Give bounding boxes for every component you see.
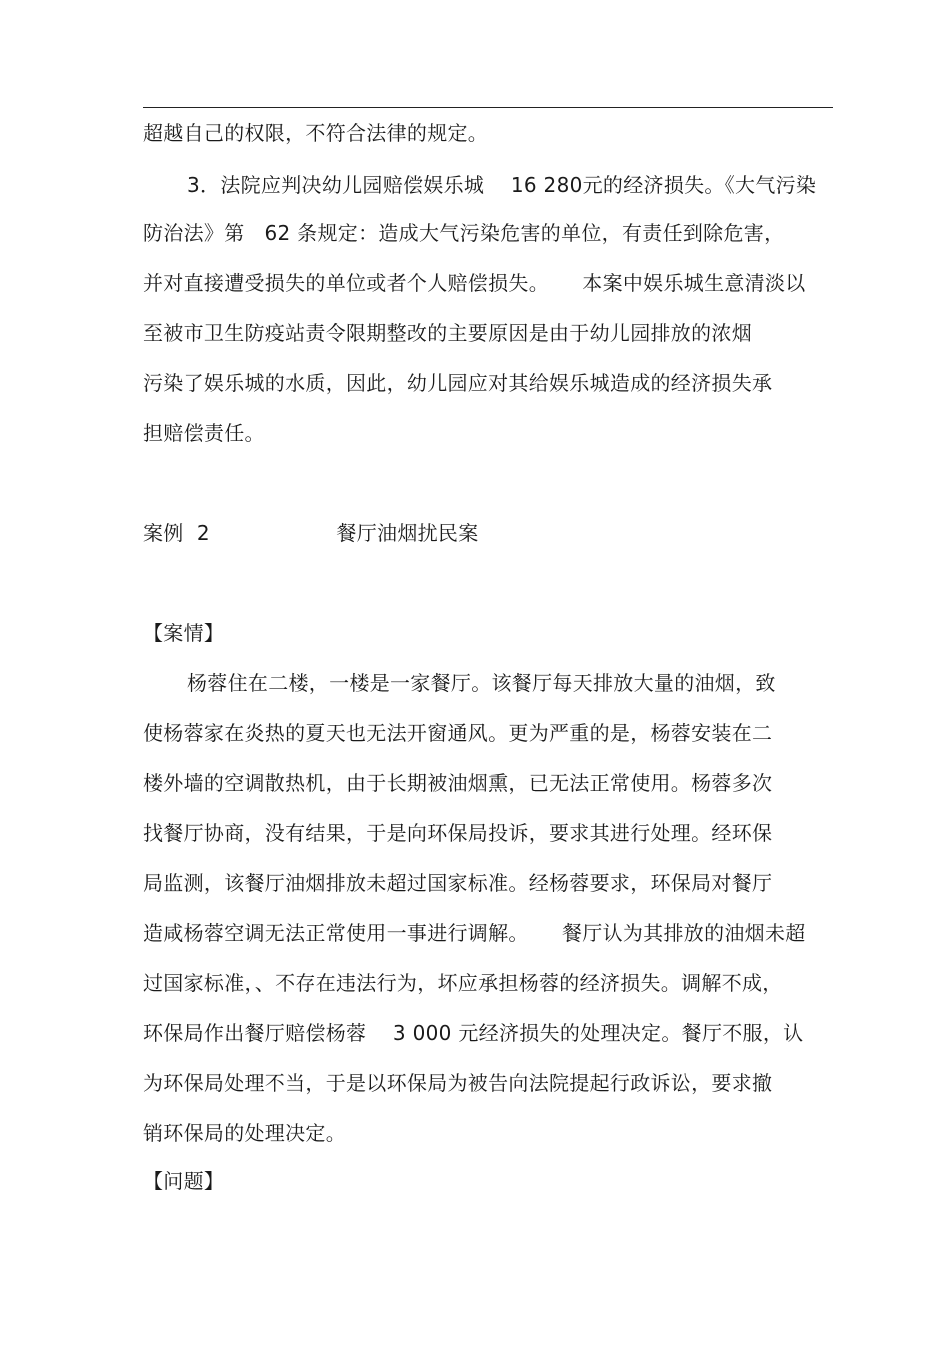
text-line: 担赔偿责任。 — [143, 421, 265, 445]
text-line: 杨蓉住在二楼，一楼是一家餐厅。该餐厅每天排放大量的油烟，致 — [187, 671, 776, 695]
text-line: 至被市卫生防疫站责令限期整改的主要原因是由于幼儿园排放的浓烟 — [143, 321, 752, 345]
case-heading: 案例 2 餐厅油烟扰民案 — [143, 521, 479, 545]
text-line: 楼外墙的空调散热机，由于长期被油烟熏，已无法正常使用。杨蓉多次 — [143, 771, 773, 795]
text-line: 污染了娱乐城的水质，因此，幼儿园应对其给娱乐城造成的经济损失承 — [143, 371, 773, 395]
text-line: 使杨蓉家在炎热的夏天也无法开窗通风。更为严重的是，杨蓉安装在二 — [143, 721, 773, 745]
text-line: 销环保局的处理决定。 — [143, 1121, 346, 1145]
section-label-case: 【案情】 — [143, 621, 225, 645]
text-line: 造咸杨蓉空调无法正常使用一事进行调解。 餐厅认为其排放的油烟未超 — [143, 921, 806, 945]
text-line: 防治法》第 62 条规定：造成大气污染危害的单位，有责任到除危害， — [143, 221, 785, 245]
text-line: 环保局作出餐厅赔偿杨蓉 3 000 元经济损失的处理决定。餐厅不服，认 — [143, 1021, 804, 1045]
text-line: 过国家标准，、不存在违法行为，坏应承担杨蓉的经济损失。调解不成， — [143, 971, 783, 995]
text-line: 并对直接遭受损失的单位或者个人赔偿损失。 本案中娱乐城生意清淡以 — [143, 271, 806, 295]
text-line: 为环保局处理不当，于是以环保局为被告向法院提起行政诉讼，要求撤 — [143, 1071, 773, 1095]
text-line: 局监测，该餐厅油烟排放未超过国家标准。经杨蓉要求，环保局对餐厅 — [143, 871, 773, 895]
text-line: 找餐厅协商，没有结果，于是向环保局投诉，要求其进行处理。经环保 — [143, 821, 773, 845]
text-line: 超越自己的权限，不符合法律的规定。 — [143, 121, 489, 145]
header-rule — [143, 107, 833, 108]
text-line: 3．法院应判决幼儿园赔偿娱乐城 16 280元的经济损失。《大气污染 — [187, 173, 817, 197]
section-label-question: 【问题】 — [143, 1169, 225, 1193]
